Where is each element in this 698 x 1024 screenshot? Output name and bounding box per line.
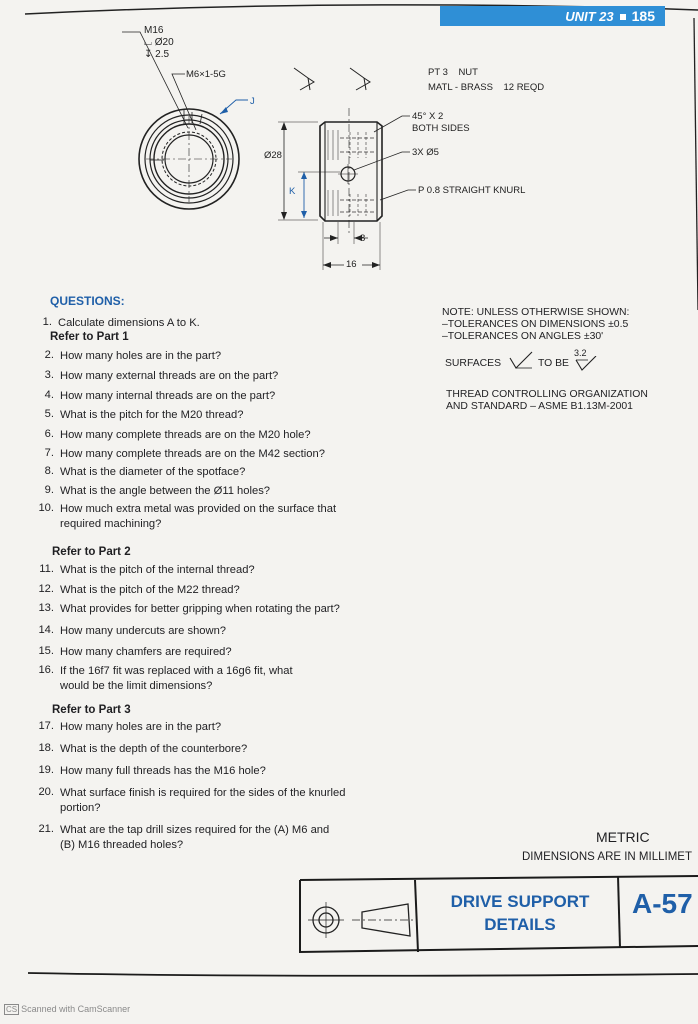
question-16: [32, 664, 293, 694]
question-3: [32, 369, 278, 384]
question-text: How many external threads are on the part?: [60, 370, 279, 382]
label-j: J: [250, 96, 255, 107]
to-be-label: TO BE: [538, 358, 569, 369]
question-13: [32, 602, 340, 617]
question-number: 4.: [44, 389, 54, 401]
question-text: What is the pitch of the internal thread?: [60, 564, 255, 576]
question-18: [32, 742, 247, 757]
question-7: [32, 447, 325, 462]
questions-heading: QUESTIONS:: [50, 294, 125, 308]
question-8: [32, 465, 245, 480]
nut-end-view-drawing: [100, 20, 260, 220]
dim-16: 16: [346, 259, 357, 270]
question-number: 20.: [38, 786, 54, 798]
question-text: How much extra metal was provided on the surface that required machining?: [60, 503, 337, 530]
scanner-watermark: [4, 1004, 130, 1015]
surface-finish-check-icon: [508, 350, 534, 370]
question-text: What is the angle between the Ø11 holes?: [60, 485, 271, 497]
question-text: How many complete threads are on the M42 section?: [60, 448, 325, 460]
part-label: PT 3 NUT: [428, 67, 478, 78]
question-number: 10.: [38, 502, 54, 514]
unit-label: UNIT 23: [565, 9, 614, 24]
part2-heading: Refer to Part 2: [52, 546, 131, 558]
m16-callout: M16: [144, 25, 164, 36]
question-6: [32, 428, 311, 443]
metric-label: METRIC: [596, 829, 650, 845]
question-11: [32, 563, 255, 578]
unit-page-band: [440, 6, 665, 26]
question-text: How many complete threads are on the M20 hole?: [60, 429, 311, 441]
question-text: Calculate dimensions A to K.: [58, 317, 200, 329]
question-4: [32, 389, 275, 404]
question-number: 5.: [44, 408, 54, 420]
page-number: 185: [631, 8, 655, 24]
label-k: K: [289, 186, 296, 197]
question-text: What provides for better gripping when rotating the part?: [60, 603, 340, 615]
page-bottom-rule: [0, 960, 698, 990]
part3-heading: Refer to Part 3: [52, 704, 131, 716]
question-19: [32, 764, 266, 779]
question-21: [32, 823, 329, 853]
chamfer-sides-callout: BOTH SIDES: [412, 123, 470, 134]
surfaces-label: SURFACES: [445, 358, 502, 369]
question-text: If the 16f7 fit was replaced with a 16g6 fit, what would be the limit dimensions?: [60, 665, 293, 692]
finish-value: 3.2: [574, 348, 587, 358]
chamfer-callout: 45° X 2: [412, 111, 444, 122]
question-number: 11.: [39, 563, 54, 575]
question-number: 6.: [44, 428, 54, 440]
question-text: How many undercuts are shown?: [60, 625, 227, 637]
question-text: What is the depth of the counterbore?: [60, 743, 248, 755]
question-number: 9.: [44, 484, 54, 496]
question-number: 2.: [44, 349, 54, 361]
question-5: [32, 408, 243, 423]
question-1: [30, 316, 200, 331]
holes-callout: 3X Ø5: [412, 147, 439, 158]
drawing-title: DRIVE SUPPORT DETAILS: [450, 892, 590, 934]
question-text: How many holes are in the part?: [60, 350, 222, 362]
question-number: 21.: [38, 823, 54, 835]
question-15: [32, 645, 232, 660]
question-number: 12.: [38, 583, 54, 595]
question-text: How many holes are in the part?: [60, 721, 222, 733]
separator-square-icon: [620, 14, 626, 20]
question-number: 14.: [38, 624, 54, 636]
question-number: 18.: [38, 742, 54, 754]
material-label: MATL - BRASS 12 REQD: [428, 82, 545, 93]
question-12: [32, 583, 240, 598]
question-number: 8.: [44, 465, 54, 477]
question-text: What surface finish is required for the sides of the knurled portion?: [60, 787, 346, 814]
knurl-callout: P 0.8 STRAIGHT KNURL: [418, 185, 526, 196]
note-tolerance-angles: –TOLERANCES ON ANGLES ±30': [442, 331, 604, 342]
question-number: 7.: [44, 447, 54, 459]
thread-standard-line2: AND STANDARD – ASME B1.13M-2001: [446, 401, 633, 412]
question-text: How many full threads has the M16 hole?: [60, 765, 266, 777]
question-number: 15.: [38, 645, 54, 657]
sheet-number: A-57: [632, 888, 693, 919]
m6-thread-callout: M6×1-5G: [186, 69, 226, 80]
note-heading: NOTE: UNLESS OTHERWISE SHOWN:: [442, 307, 630, 318]
page-right-rule: [660, 0, 698, 320]
note-tolerance-dimensions: –TOLERANCES ON DIMENSIONS ±0.5: [442, 319, 629, 330]
question-text: How many internal threads are on the part?: [60, 390, 276, 402]
question-20: [32, 786, 345, 816]
thread-standard-line1: THREAD CONTROLLING ORGANIZATION: [446, 389, 648, 400]
question-17: [32, 720, 221, 735]
camscanner-logo-icon: CS: [6, 1005, 18, 1014]
question-9: [32, 484, 270, 499]
dia28-dimension: Ø28: [264, 150, 282, 161]
question-text: What are the tap drill sizes required for the (A) M6 and (B) M16 threaded holes?: [60, 824, 330, 851]
question-2: [32, 349, 221, 364]
dim-8: 8: [360, 233, 366, 244]
question-text: What is the diameter of the spotface?: [60, 466, 246, 478]
question-number: 13.: [38, 602, 54, 614]
question-number: 17.: [38, 720, 54, 732]
question-text: How many chamfers are required?: [60, 646, 232, 658]
question-14: [32, 624, 226, 639]
question-number: 1.: [42, 316, 52, 328]
surface-finish-symbol-icon: [574, 356, 598, 372]
dimensions-note: DIMENSIONS ARE IN MILLIMET: [522, 851, 692, 863]
question-number: 16.: [38, 664, 54, 676]
question-number: 3.: [44, 369, 54, 381]
nut-side-view-drawing: [270, 60, 430, 280]
question-text: What is the pitch of the M22 thread?: [60, 584, 240, 596]
projection-symbol-icon: [306, 896, 416, 946]
part1-heading: Refer to Part 1: [50, 331, 129, 343]
watermark-text: Scanned with CamScanner: [21, 1004, 131, 1014]
question-number: 19.: [38, 764, 54, 776]
counterbore-depth-callout: ↧ 2.5: [144, 49, 170, 60]
question-text: What is the pitch for the M20 thread?: [60, 409, 244, 421]
counterbore-dia-callout: ⌴ Ø20: [144, 37, 174, 48]
question-10: [32, 502, 336, 532]
